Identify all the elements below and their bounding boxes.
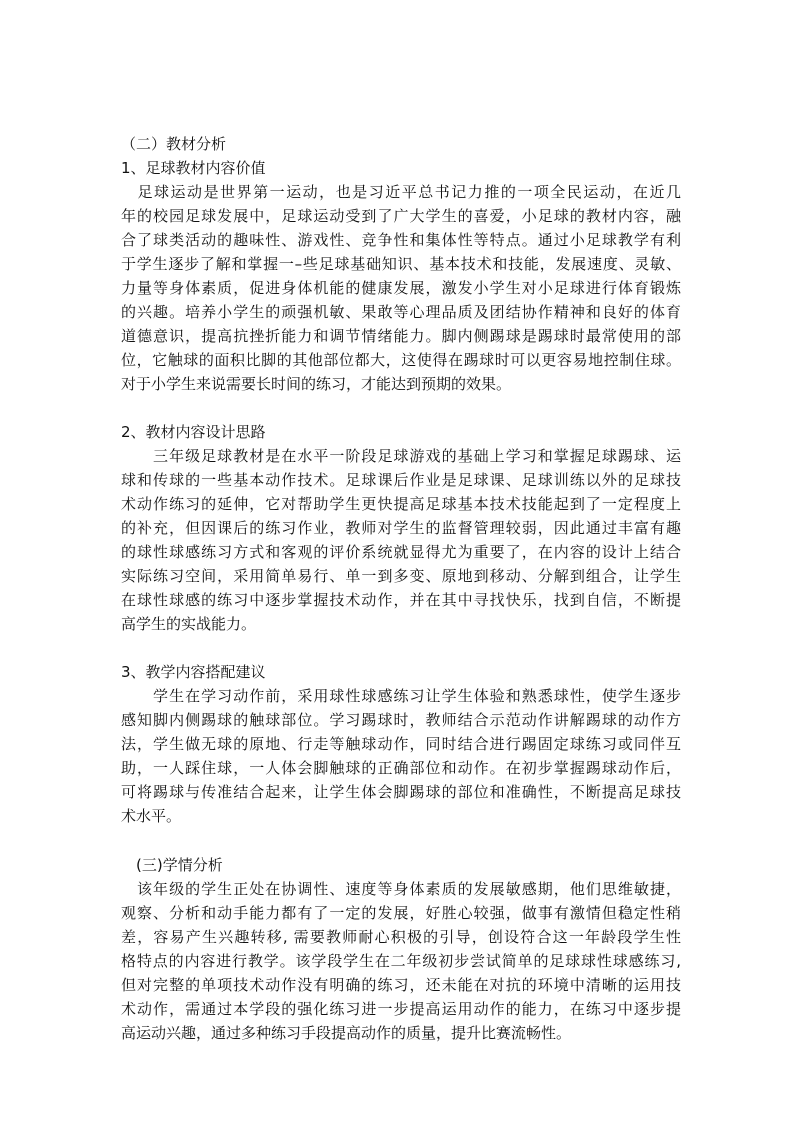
subheading-design-idea: 2、教材内容设计思路 bbox=[121, 423, 266, 441]
paragraph-line: 球和传球的一些基本动作技术。足球课后作业是足球课、足球训练以外的足球技 bbox=[121, 471, 681, 489]
paragraph-line: 年的校园足球发展中，足球运动受到了广大学生的喜爱，小足球的教材内容，融 bbox=[121, 207, 681, 225]
paragraph-line: 该年级的学生正处在协调性、速度等身体素质的发展敏感期，他们思维敏捷， bbox=[121, 880, 681, 898]
paragraph-line: 助，一人踩住球，一人体会脚触球的正确部位和动作。在初步掌握踢球动作后， bbox=[121, 759, 681, 777]
paragraph-line: 三年级足球教材是在水平一阶段足球游戏的基础上学习和掌握足球踢球、运 bbox=[121, 447, 681, 465]
paragraph-line: 的补充，但因课后的练习作业，教师对学生的监督管理较弱，因此通过丰富有趣 bbox=[121, 519, 681, 537]
paragraph-line: 在球性球感的练习中逐步掌握技术动作，并在其中寻找快乐，找到自信，不断提 bbox=[121, 591, 681, 609]
paragraph-line: 观察、分析和动手能力都有了一定的发展，好胜心较强，做事有激情但稳定性稍 bbox=[121, 904, 681, 922]
paragraph-line: 但对完整的单项技术动作没有明确的练习，还未能在对抗的环境中清晰的运用技 bbox=[121, 976, 681, 994]
paragraph-line: 学生在学习动作前，采用球性球感练习让学生体验和熟悉球性，使学生逐步 bbox=[121, 687, 681, 705]
paragraph-line: 术动作练习的延伸，它对帮助学生更快提高足球基本技术技能起到了一定程度上 bbox=[121, 495, 681, 513]
subheading-content-suggestion: 3、教学内容搭配建议 bbox=[121, 663, 266, 681]
paragraph-line: 力量等身体素质，促进身体机能的健康发展，激发小学生对小足球进行体育锻炼 bbox=[121, 279, 681, 297]
paragraph-line: 于学生逐步了解和掌握一–些足球基础知识、基本技术和技能，发展速度、灵敏、 bbox=[121, 255, 681, 273]
paragraph-line: 法，学生做无球的原地、行走等触球动作，同时结合进行踢固定球练习或同伴互 bbox=[121, 735, 681, 753]
section-heading-learner-analysis: (三)学情分析 bbox=[121, 856, 223, 874]
paragraph-line: 高学生的实战能力。 bbox=[121, 615, 257, 633]
paragraph-line: 的球性球感练习方式和客观的评价系统就显得尤为重要了，在内容的设计上结合 bbox=[121, 543, 681, 561]
paragraph-line: 可将踢球与传准结合起来，让学生体会脚踢球的部位和准确性，不断提高足球技 bbox=[121, 783, 681, 801]
subheading-content-value: 1、足球教材内容价值 bbox=[121, 159, 266, 177]
paragraph-line: 术水平。 bbox=[121, 807, 182, 825]
paragraph-line: 对于小学生来说需要长时间的练习，才能达到预期的效果。 bbox=[121, 375, 512, 393]
paragraph-line: 足球运动是世界第一运动，也是习近平总书记力推的一项全民运动，在近几 bbox=[121, 183, 681, 201]
paragraph-line: 感知脚内侧踢球的触球部位。学习踢球时，教师结合示范动作讲解踢球的动作方 bbox=[121, 711, 681, 729]
section-heading-textbook-analysis: （二）教材分析 bbox=[121, 135, 227, 153]
paragraph-line: 格特点的内容进行教学。该学段学生在二年级初步尝试简单的足球球性球感练习, bbox=[121, 952, 681, 970]
paragraph-line: 术动作，需通过本学段的强化练习进一步提高运用动作的能力，在练习中逐步提 bbox=[121, 1000, 681, 1018]
paragraph-line: 道德意识，提高抗挫折能力和调节情绪能力。脚内侧踢球是踢球时最常使用的部 bbox=[121, 327, 681, 345]
paragraph-line: 位，它触球的面积比脚的其他部位都大，这使得在踢球时可以更容易地控制住球。 bbox=[121, 351, 681, 369]
paragraph-line: 合了球类活动的趣味性、游戏性、竞争性和集体性等特点。通过小足球教学有利 bbox=[121, 231, 681, 249]
paragraph-line: 的兴趣。培养小学生的顽强机敏、果敢等心理品质及团结协作精神和良好的体育 bbox=[121, 303, 681, 321]
paragraph-line: 高运动兴趣，通过多种练习手段提高动作的质量，提升比赛流畅性。 bbox=[121, 1024, 572, 1042]
paragraph-line: 差，容易产生兴趣转移, 需要教师耐心积极的引导，创设符合这一年龄段学生性 bbox=[121, 928, 681, 946]
paragraph-line: 实际练习空间，采用简单易行、单一到多变、原地到移动、分解到组合，让学生 bbox=[121, 567, 681, 585]
